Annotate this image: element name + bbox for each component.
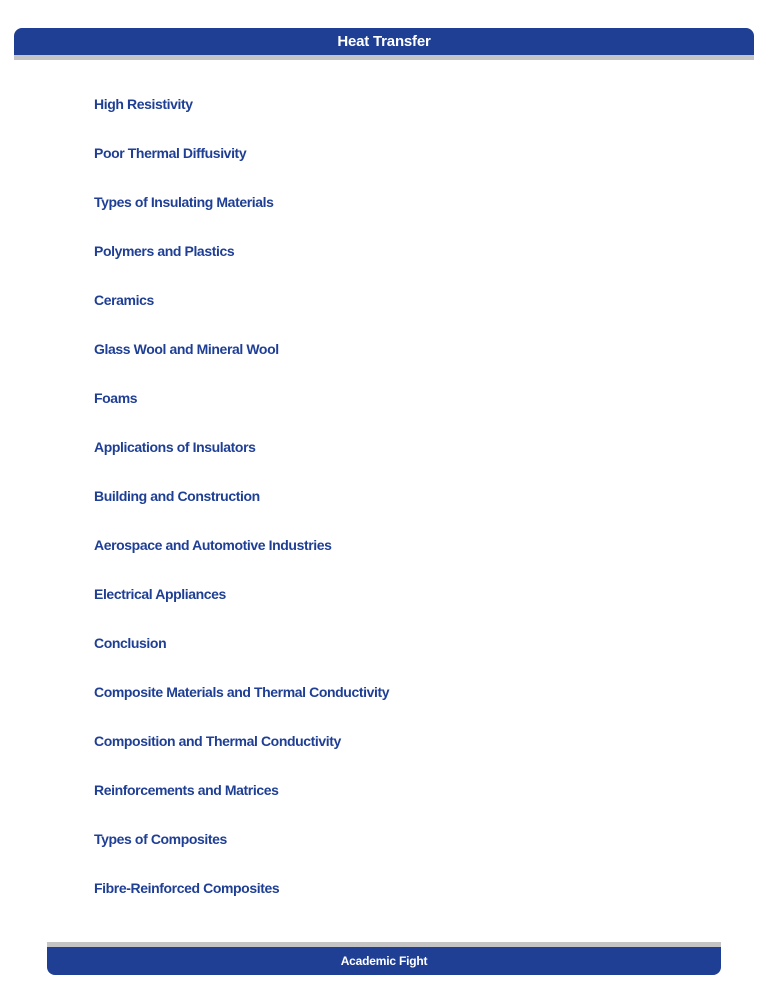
toc-item	[94, 731, 389, 780]
toc-item	[94, 241, 389, 290]
toc-item	[94, 192, 389, 241]
footer-text: Academic Fight	[340, 954, 428, 968]
toc-item	[94, 584, 389, 633]
toc-link-types-of-composites[interactable]: Types of Composites	[94, 831, 227, 847]
toc-link-foams[interactable]: Foams	[94, 390, 138, 406]
page-footer	[47, 947, 721, 975]
toc-link-aerospace-and-automotive-industries[interactable]: Aerospace and Automotive Industries	[94, 537, 332, 553]
header-divider	[14, 55, 754, 60]
toc-link-glass-wool-and-mineral-wool[interactable]: Glass Wool and Mineral Wool	[94, 341, 279, 357]
toc-link-reinforcements-and-matrices[interactable]: Reinforcements and Matrices	[94, 782, 279, 798]
page-header	[14, 28, 754, 55]
toc-link-composition-and-thermal-conductivity[interactable]: Composition and Thermal Conductivity	[94, 733, 341, 749]
toc-item	[94, 682, 389, 731]
toc-link-ceramics[interactable]: Ceramics	[94, 292, 154, 308]
toc-item	[94, 486, 389, 535]
toc-link-types-of-insulating-materials[interactable]: Types of Insulating Materials	[94, 194, 274, 210]
toc-link-applications-of-insulators[interactable]: Applications of Insulators	[94, 439, 256, 455]
toc-item	[94, 388, 389, 437]
toc-link-fibre-reinforced-composites[interactable]: Fibre-Reinforced Composites	[94, 880, 280, 896]
header-title: Heat Transfer	[337, 33, 431, 50]
table-of-contents	[94, 94, 389, 927]
toc-item	[94, 535, 389, 584]
toc-link-poor-thermal-diffusivity[interactable]: Poor Thermal Diffusivity	[94, 145, 247, 161]
toc-link-high-resistivity[interactable]: High Resistivity	[94, 96, 193, 112]
toc-item	[94, 94, 389, 143]
toc-item	[94, 339, 389, 388]
toc-link-conclusion[interactable]: Conclusion	[94, 635, 167, 651]
toc-item	[94, 780, 389, 829]
toc-item	[94, 143, 389, 192]
toc-link-composite-materials-and-thermal-conductivity[interactable]: Composite Materials and Thermal Conductivity	[94, 684, 390, 700]
toc-item	[94, 290, 389, 339]
toc-item	[94, 829, 389, 878]
toc-item	[94, 878, 389, 927]
toc-link-building-and-construction[interactable]: Building and Construction	[94, 488, 260, 504]
toc-link-electrical-appliances[interactable]: Electrical Appliances	[94, 586, 226, 602]
toc-item	[94, 437, 389, 486]
toc-link-polymers-and-plastics[interactable]: Polymers and Plastics	[94, 243, 235, 259]
toc-item	[94, 633, 389, 682]
